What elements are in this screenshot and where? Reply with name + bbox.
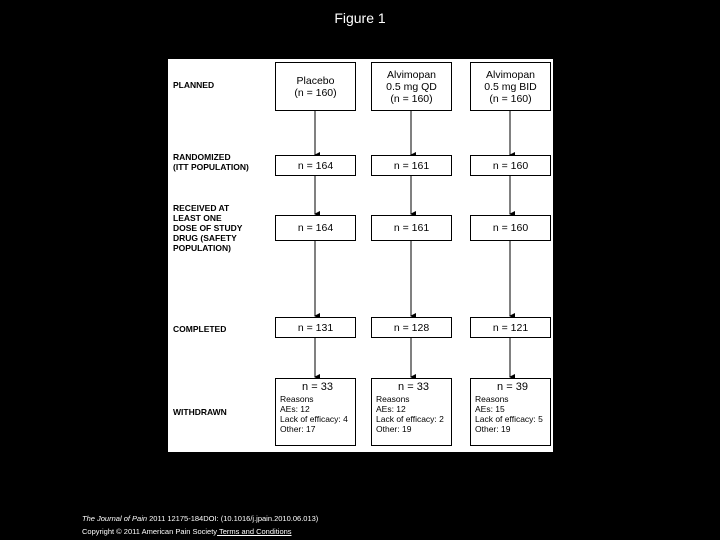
row-label-line: RANDOMIZED <box>173 152 231 162</box>
planned-box-placebo <box>275 62 356 111</box>
withdrawn-aes: AEs: 15 <box>475 404 505 414</box>
row-label-withdrawn <box>173 407 227 417</box>
copyright-line <box>82 527 292 536</box>
row-label-line: LEAST ONE <box>173 213 222 223</box>
row-label-line: RECEIVED AT <box>173 203 230 213</box>
received-box-alvimopan-qd: n = 161 <box>371 215 452 241</box>
row-label-line: WITHDRAWN <box>173 407 227 417</box>
row-label-completed <box>173 324 226 334</box>
row-label-line: (ITT POPULATION) <box>173 162 249 172</box>
terms-and-conditions-link[interactable]: Terms and Conditions <box>217 527 292 536</box>
arm-n: (n = 160) <box>390 92 433 105</box>
withdrawn-n: n = 39 <box>497 381 528 393</box>
figure-title: Figure 1 <box>334 10 386 26</box>
row-label-line: PLANNED <box>173 80 215 90</box>
completed-box-alvimopan-qd: n = 128 <box>371 317 452 338</box>
randomized-box-alvimopan-bid: n = 160 <box>470 155 551 176</box>
arm-dose: 0.5 mg QD <box>386 80 437 93</box>
withdrawn-n: n = 33 <box>302 381 333 393</box>
copyright-text: Copyright © 2011 American Pain Society <box>82 527 218 536</box>
withdrawn-reasons-label: Reasons <box>280 394 314 404</box>
planned-box-alvimopan-qd <box>371 62 452 111</box>
row-label-line: DRUG (SAFETY <box>173 233 237 243</box>
flow-diagram <box>168 59 553 452</box>
withdrawn-aes: AEs: 12 <box>376 404 406 414</box>
withdrawn-box-alvimopan-bid <box>470 378 551 446</box>
arm-dose: 0.5 mg BID <box>484 80 537 93</box>
withdrawn-box-placebo <box>275 378 356 446</box>
withdrawn-other: Other: 19 <box>475 424 511 434</box>
planned-box-alvimopan-bid <box>470 62 551 111</box>
arm-name: Alvimopan <box>386 68 437 81</box>
row-label-planned <box>173 80 214 90</box>
withdrawn-other: Other: 19 <box>376 424 412 434</box>
received-box-placebo: n = 164 <box>275 215 356 241</box>
arm-n: (n = 160) <box>489 92 532 105</box>
withdrawn-lack-of-efficacy: Lack of efficacy: 4 <box>280 414 348 424</box>
row-label-randomized <box>173 152 249 172</box>
withdrawn-box-alvimopan-qd <box>371 378 452 446</box>
completed-box-placebo: n = 131 <box>275 317 356 338</box>
arm-name: Placebo <box>296 74 335 87</box>
withdrawn-lack-of-efficacy: Lack of efficacy: 5 <box>475 414 543 424</box>
arm-name: Alvimopan <box>485 68 536 81</box>
withdrawn-n: n = 33 <box>398 381 429 393</box>
citation-line <box>82 514 318 523</box>
withdrawn-reasons-label: Reasons <box>475 394 509 404</box>
citation-details: 2011 12175-184DOI: (10.1016/j.jpain.2010.06.013) <box>147 514 319 523</box>
withdrawn-aes: AEs: 12 <box>280 404 310 414</box>
received-box-alvimopan-bid: n = 160 <box>470 215 551 241</box>
completed-box-alvimopan-bid: n = 121 <box>470 317 551 338</box>
row-label-line: POPULATION) <box>173 243 231 253</box>
withdrawn-other: Other: 17 <box>280 424 316 434</box>
randomized-box-alvimopan-qd: n = 161 <box>371 155 452 176</box>
journal-name: The Journal of Pain <box>82 514 148 523</box>
row-label-received <box>173 203 242 253</box>
row-label-line: COMPLETED <box>173 324 227 334</box>
randomized-box-placebo: n = 164 <box>275 155 356 176</box>
row-label-line: DOSE OF STUDY <box>173 223 243 233</box>
arm-n: (n = 160) <box>294 86 337 99</box>
withdrawn-lack-of-efficacy: Lack of efficacy: 2 <box>376 414 444 424</box>
withdrawn-reasons-label: Reasons <box>376 394 410 404</box>
